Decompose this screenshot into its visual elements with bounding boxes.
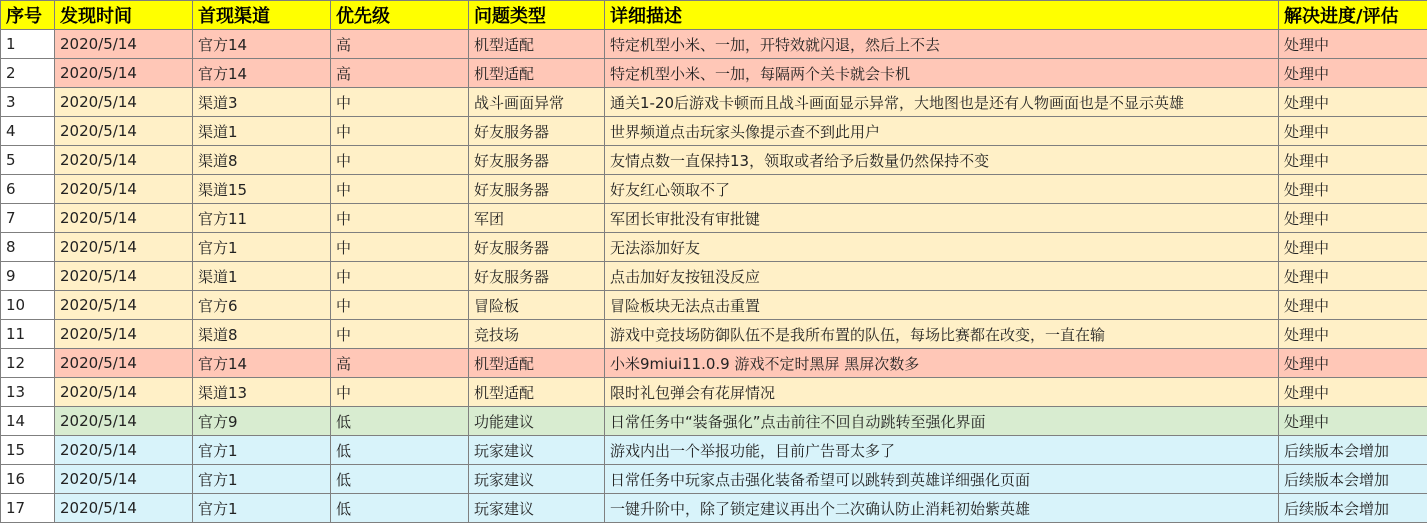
cell-channel[interactable]: 渠道3 (193, 88, 331, 117)
cell-no[interactable]: 16 (1, 465, 55, 494)
cell-channel[interactable]: 官方1 (193, 233, 331, 262)
cell-no[interactable]: 11 (1, 320, 55, 349)
cell-no[interactable]: 5 (1, 146, 55, 175)
cell-channel[interactable]: 渠道8 (193, 320, 331, 349)
header-desc[interactable]: 详细描述 (605, 1, 1279, 30)
cell-priority[interactable]: 高 (331, 349, 469, 378)
cell-no[interactable]: 9 (1, 262, 55, 291)
cell-status[interactable]: 处理中 (1279, 146, 1427, 175)
cell-date[interactable]: 2020/5/14 (55, 88, 193, 117)
cell-desc[interactable]: 无法添加好友 (605, 233, 1279, 262)
cell-channel[interactable]: 官方1 (193, 494, 331, 523)
cell-status[interactable]: 后续版本会增加 (1279, 494, 1427, 523)
cell-priority[interactable]: 低 (331, 407, 469, 436)
table-row (1, 378, 1427, 407)
cell-date[interactable]: 2020/5/14 (55, 349, 193, 378)
cell-priority[interactable]: 低 (331, 465, 469, 494)
cell-desc[interactable]: 特定机型小米、一加，每隔两个关卡就会卡机 (605, 59, 1279, 88)
cell-no[interactable]: 14 (1, 407, 55, 436)
cell-no[interactable]: 7 (1, 204, 55, 233)
cell-desc[interactable]: 冒险板块无法点击重置 (605, 291, 1279, 320)
cell-type[interactable]: 冒险板 (469, 291, 605, 320)
table-row (1, 146, 1427, 175)
cell-date[interactable]: 2020/5/14 (55, 175, 193, 204)
cell-status[interactable]: 处理中 (1279, 349, 1427, 378)
cell-desc[interactable]: 通关1-20后游戏卡顿而且战斗画面显示异常，大地图也是还有人物画面也是不显示英雄 (605, 88, 1279, 117)
cell-no[interactable]: 13 (1, 378, 55, 407)
table-row (1, 349, 1427, 378)
cell-type[interactable]: 好友服务器 (469, 262, 605, 291)
cell-type[interactable]: 竞技场 (469, 320, 605, 349)
cell-status[interactable]: 处理中 (1279, 233, 1427, 262)
cell-type[interactable]: 机型适配 (469, 378, 605, 407)
header-row (1, 1, 1427, 30)
cell-date[interactable]: 2020/5/14 (55, 407, 193, 436)
cell-channel[interactable]: 官方14 (193, 30, 331, 59)
cell-status[interactable]: 处理中 (1279, 30, 1427, 59)
cell-date[interactable]: 2020/5/14 (55, 436, 193, 465)
header-priority[interactable]: 优先级 (331, 1, 469, 30)
cell-status[interactable]: 处理中 (1279, 117, 1427, 146)
cell-date[interactable]: 2020/5/14 (55, 291, 193, 320)
cell-no[interactable]: 15 (1, 436, 55, 465)
cell-desc[interactable]: 点击加好友按钮没反应 (605, 262, 1279, 291)
cell-channel[interactable]: 官方14 (193, 59, 331, 88)
cell-date[interactable]: 2020/5/14 (55, 378, 193, 407)
cell-date[interactable]: 2020/5/14 (55, 262, 193, 291)
cell-date[interactable]: 2020/5/14 (55, 146, 193, 175)
cell-status[interactable]: 处理中 (1279, 175, 1427, 204)
cell-desc[interactable]: 游戏中竞技场防御队伍不是我所布置的队伍，每场比赛都在改变，一直在输 (605, 320, 1279, 349)
cell-date[interactable]: 2020/5/14 (55, 320, 193, 349)
cell-channel[interactable]: 官方14 (193, 349, 331, 378)
cell-priority[interactable]: 中 (331, 146, 469, 175)
cell-desc[interactable]: 小米9miui11.0.9 游戏不定时黑屏 黑屏次数多 (605, 349, 1279, 378)
cell-date[interactable]: 2020/5/14 (55, 59, 193, 88)
cell-priority[interactable]: 中 (331, 233, 469, 262)
cell-status[interactable]: 后续版本会增加 (1279, 436, 1427, 465)
cell-no[interactable]: 3 (1, 88, 55, 117)
cell-date[interactable]: 2020/5/14 (55, 204, 193, 233)
cell-priority[interactable]: 中 (331, 204, 469, 233)
cell-desc[interactable]: 限时礼包弹会有花屏情况 (605, 378, 1279, 407)
cell-desc[interactable]: 日常任务中“装备强化”点击前往不回自动跳转至强化界面 (605, 407, 1279, 436)
cell-status[interactable]: 处理中 (1279, 59, 1427, 88)
cell-date[interactable]: 2020/5/14 (55, 233, 193, 262)
cell-desc[interactable]: 游戏内出一个举报功能，目前广告哥太多了 (605, 436, 1279, 465)
cell-priority[interactable]: 中 (331, 291, 469, 320)
cell-priority[interactable]: 高 (331, 30, 469, 59)
cell-type[interactable]: 好友服务器 (469, 146, 605, 175)
cell-channel[interactable]: 渠道13 (193, 378, 331, 407)
cell-channel[interactable]: 官方11 (193, 204, 331, 233)
cell-date[interactable]: 2020/5/14 (55, 117, 193, 146)
cell-type[interactable]: 功能建议 (469, 407, 605, 436)
cell-desc[interactable]: 日常任务中玩家点击强化装备希望可以跳转到英雄详细强化页面 (605, 465, 1279, 494)
cell-status[interactable]: 处理中 (1279, 407, 1427, 436)
cell-priority[interactable]: 中 (331, 262, 469, 291)
cell-type[interactable]: 好友服务器 (469, 175, 605, 204)
cell-channel[interactable]: 渠道1 (193, 117, 331, 146)
cell-date[interactable]: 2020/5/14 (55, 465, 193, 494)
table-row (1, 59, 1427, 88)
cell-priority[interactable]: 中 (331, 117, 469, 146)
cell-status[interactable]: 处理中 (1279, 204, 1427, 233)
header-type[interactable]: 问题类型 (469, 1, 605, 30)
cell-no[interactable]: 4 (1, 117, 55, 146)
cell-channel[interactable]: 官方1 (193, 436, 331, 465)
cell-priority[interactable]: 低 (331, 494, 469, 523)
table-row (1, 291, 1427, 320)
table-row (1, 407, 1427, 436)
table-row (1, 88, 1427, 117)
cell-status[interactable]: 处理中 (1279, 291, 1427, 320)
cell-desc[interactable]: 特定机型小米、一加，开特效就闪退，然后上不去 (605, 30, 1279, 59)
table-body (1, 30, 1427, 523)
cell-priority[interactable]: 中 (331, 175, 469, 204)
cell-type[interactable]: 玩家建议 (469, 436, 605, 465)
cell-no[interactable]: 10 (1, 291, 55, 320)
cell-priority[interactable]: 低 (331, 436, 469, 465)
cell-type[interactable]: 玩家建议 (469, 494, 605, 523)
table-row (1, 262, 1427, 291)
table-row (1, 494, 1427, 523)
cell-channel[interactable]: 官方6 (193, 291, 331, 320)
cell-no[interactable]: 1 (1, 30, 55, 59)
cell-type[interactable]: 好友服务器 (469, 117, 605, 146)
table-row (1, 175, 1427, 204)
table-row (1, 436, 1427, 465)
cell-status[interactable]: 处理中 (1279, 320, 1427, 349)
cell-priority[interactable]: 高 (331, 59, 469, 88)
header-channel[interactable]: 首现渠道 (193, 1, 331, 30)
cell-desc[interactable]: 一键升阶中，除了锁定建议再出个二次确认防止消耗初始紫英雄 (605, 494, 1279, 523)
cell-no[interactable]: 17 (1, 494, 55, 523)
cell-type[interactable]: 玩家建议 (469, 465, 605, 494)
cell-type[interactable]: 战斗画面异常 (469, 88, 605, 117)
cell-desc[interactable]: 友情点数一直保持13，领取或者给予后数量仍然保持不变 (605, 146, 1279, 175)
cell-channel[interactable]: 渠道15 (193, 175, 331, 204)
table-row (1, 465, 1427, 494)
cell-type[interactable]: 机型适配 (469, 59, 605, 88)
cell-type[interactable]: 机型适配 (469, 349, 605, 378)
cell-date[interactable]: 2020/5/14 (55, 30, 193, 59)
cell-date[interactable]: 2020/5/14 (55, 494, 193, 523)
cell-status[interactable]: 处理中 (1279, 378, 1427, 407)
cell-priority[interactable]: 中 (331, 320, 469, 349)
table-row (1, 117, 1427, 146)
cell-no[interactable]: 12 (1, 349, 55, 378)
cell-priority[interactable]: 中 (331, 88, 469, 117)
cell-no[interactable]: 2 (1, 59, 55, 88)
cell-channel[interactable]: 官方1 (193, 465, 331, 494)
cell-priority[interactable]: 中 (331, 378, 469, 407)
cell-channel[interactable]: 官方9 (193, 407, 331, 436)
header-date[interactable]: 发现时间 (55, 1, 193, 30)
header-no[interactable]: 序号 (1, 1, 55, 30)
cell-desc[interactable]: 世界频道点击玩家头像提示查不到此用户 (605, 117, 1279, 146)
header-status[interactable]: 解决进度/评估 (1279, 1, 1427, 30)
cell-status[interactable]: 处理中 (1279, 88, 1427, 117)
table-row (1, 204, 1427, 233)
cell-no[interactable]: 6 (1, 175, 55, 204)
cell-type[interactable]: 军团 (469, 204, 605, 233)
cell-type[interactable]: 机型适配 (469, 30, 605, 59)
cell-desc[interactable]: 好友红心领取不了 (605, 175, 1279, 204)
cell-channel[interactable]: 渠道1 (193, 262, 331, 291)
cell-channel[interactable]: 渠道8 (193, 146, 331, 175)
cell-status[interactable]: 后续版本会增加 (1279, 465, 1427, 494)
table-row (1, 30, 1427, 59)
cell-type[interactable]: 好友服务器 (469, 233, 605, 262)
cell-no[interactable]: 8 (1, 233, 55, 262)
cell-status[interactable]: 处理中 (1279, 262, 1427, 291)
table-row (1, 233, 1427, 262)
cell-desc[interactable]: 军团长审批没有审批键 (605, 204, 1279, 233)
table-row (1, 320, 1427, 349)
